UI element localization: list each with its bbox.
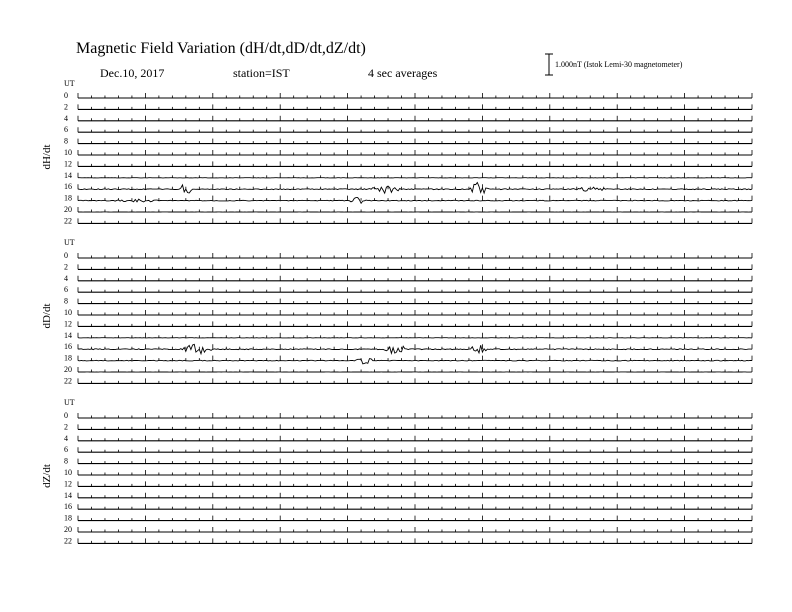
row-label: 2 xyxy=(64,262,68,272)
row-label: 16 xyxy=(64,502,72,512)
row-label: 6 xyxy=(64,445,68,455)
panel-ylabel: dZ/dt xyxy=(41,464,53,488)
chart-title: Magnetic Field Variation (dH/dt,dD/dt,dZ/dt) xyxy=(76,40,366,57)
averaging-label: 4 sec averages xyxy=(368,66,438,80)
row-label: 20 xyxy=(64,365,72,374)
row-label: 20 xyxy=(64,525,72,534)
row-label: 4 xyxy=(64,113,68,123)
ut-label: UT xyxy=(64,238,75,247)
row-label: 10 xyxy=(64,148,72,157)
row-label: 14 xyxy=(64,170,72,180)
row-label: 0 xyxy=(64,251,68,260)
panel-ylabel: dH/dt xyxy=(41,144,53,170)
station-label: station=IST xyxy=(233,66,290,80)
panel-dhdt xyxy=(41,79,752,225)
row-label: 22 xyxy=(64,536,72,546)
row-label: 6 xyxy=(64,125,68,135)
row-label: 22 xyxy=(64,376,72,386)
row-label: 0 xyxy=(64,91,68,100)
row-label: 6 xyxy=(64,285,68,295)
scale-bar xyxy=(545,54,553,75)
row-label: 14 xyxy=(64,330,72,340)
row-label: 2 xyxy=(64,422,68,432)
row-label: 10 xyxy=(64,468,72,477)
ut-label: UT xyxy=(64,398,75,407)
row-label: 8 xyxy=(64,296,68,306)
row-label: 18 xyxy=(64,513,72,523)
panel-dzdt xyxy=(41,398,752,545)
row-label: 12 xyxy=(64,319,72,329)
row-label: 20 xyxy=(64,205,72,214)
row-label: 0 xyxy=(64,411,68,420)
row-label: 14 xyxy=(64,490,72,500)
panel-ylabel: dD/dt xyxy=(41,303,53,329)
panel-dddt xyxy=(41,238,752,385)
row-label: 4 xyxy=(64,273,68,283)
row-label: 10 xyxy=(64,308,72,317)
row-label: 16 xyxy=(64,182,72,192)
row-label: 8 xyxy=(64,456,68,466)
row-label: 18 xyxy=(64,193,72,203)
row-label: 8 xyxy=(64,136,68,146)
row-label: 16 xyxy=(64,342,72,352)
row-label: 12 xyxy=(64,159,72,169)
row-label: 22 xyxy=(64,216,72,226)
date-label: Dec.10, 2017 xyxy=(100,66,165,80)
row-label: 4 xyxy=(64,433,68,443)
scale-bar-label: 1.000nT (Istok Lemi-30 magnetometer) xyxy=(555,60,683,69)
row-label: 12 xyxy=(64,479,72,489)
row-label: 2 xyxy=(64,102,68,112)
ut-label: UT xyxy=(64,79,75,88)
row-label: 18 xyxy=(64,353,72,363)
